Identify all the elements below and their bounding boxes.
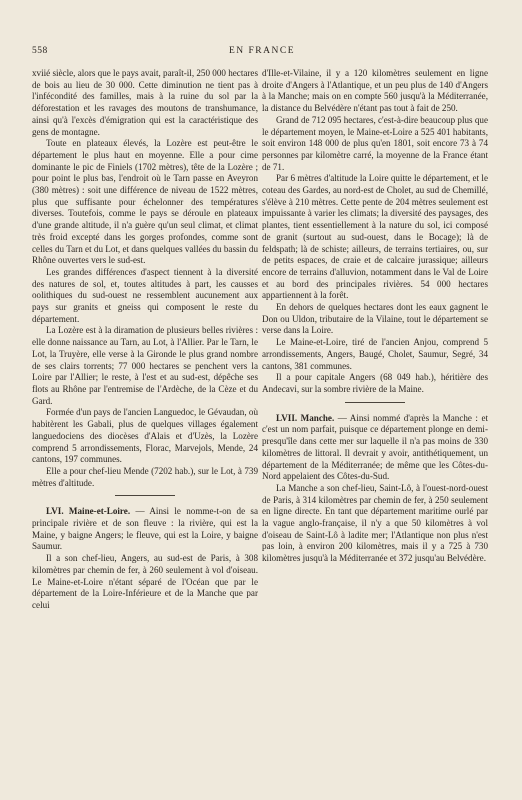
paragraph: Il a pour capitale Angers (68 049 hab.), héritière des Andecavi, sur la sombre rivière de la Maine.	[262, 372, 488, 394]
paragraph: d'Ille-et-Vilaine, il y a 120 kilomètres seulement en ligne droite d'Angers à l'Atlantique, et un peu plus de 140 d'Angers à la Manche; mais on en compte 560 jusqu'à la Méditerranée, la distance du Belvédère n'étant pas tout à fait de 250.	[262, 68, 488, 114]
paragraph: La Lozère est à la diramation de plusieurs belles rivières : elle donne naissance au Tarn, au Lot, à l'Allier. Par le Tarn, le Lot, la Truyère, elle verse à la Gironde le plus grand nombre de ses clairs torrents; 77 000 hectares se penchent vers la Loire par l'Allier; le reste, à l'est et au sud-est, dépêche ses flots au Rhône par l'entremise de l'Ardèche, de la Cèze et du Gard.	[32, 325, 258, 406]
section-divider	[345, 402, 405, 403]
section-text: — Ainsi le nomme-t-on de sa principale rivière et de son fleuve : la rivière, qui est la Maine, y baigne Angers; le fleuve, qui est la Loire, y baigne Saumur.	[32, 506, 258, 552]
page-number: 558	[32, 46, 48, 56]
paragraph: Il a son chef-lieu, Angers, au sud-est de Paris, à 308 kilomètres par chemin de fer, à 260 seulement à vol d'oiseau. Le Maine-et-Loire n'étant séparé de l'Océan que par le département de la Loire-Inférieure et de la Manche que par celui	[32, 553, 258, 610]
paragraph: Le Maine-et-Loire, tiré de l'ancien Anjou, comprend 5 arrondissements, Angers, Baugé, Cholet, Saumur, Segré, 34 cantons, 381 communes.	[262, 337, 488, 371]
section-divider	[115, 495, 175, 496]
running-title: EN FRANCE	[228, 46, 296, 56]
section-heading: LVII. Manche.	[276, 412, 335, 423]
paragraph: xviié siècle, alors que le pays avait, paraît-il, 250 000 hectares de bois au lieu de 30 000. Cette diminution ne tient pas à l'infécondité des familles, mais à la ruine du sol par la déforestation et les ravages des moutons de transhumance, ainsi qu'à l'excès d'émigration qui est la caractéristique des gens de montagne.	[32, 68, 258, 137]
paragraph: Par 6 mètres d'altitude la Loire quitte le département, et le coteau des Gardes, au nord-est de Cholet, au sud de Chemillé, s'élève à 210 mètres. Cette pente de 204 mètres seulement est impuissante à varier les climats; la diversité des paysages, des plantes, tient essentiellement à la nature du sol, ici composé de granit (surtout au sud-ouest, dans le Bocage); là de feldspath; là de schiste; ailleurs, de terrains tertiaires, ou, sur de petits espaces, de craie et de calcaire jurassique; ailleurs encore de terrains d'alluvion, notamment dans le Val de Loire et au bord des principales rivières. 54 000 hectares appartiennent à la forêt.	[262, 173, 488, 301]
section-text: — Ainsi nommé d'après la Manche : et c'est un nom parfait, puisque ce département plonge en demi-presqu'île dans cette mer sur laquelle il n'a pas moins de 330 kilomètres de littoral. Il devrait y avoir, antithétiquement, un département de la Méditerranée; de même que les Côtes-du-Nord appelaient des Côtes-du-Sud.	[262, 412, 489, 482]
right-column	[262, 68, 488, 565]
page-header	[32, 46, 492, 60]
paragraph: La Manche a son chef-lieu, Saint-Lô, à l'ouest-nord-ouest de Paris, à 314 kilomètres par chemin de fer, à 250 seulement en ligne directe. En tant que département maritime ourlé par la vague anglo-française, il n'y a que 50 kilomètres à vol d'oiseau de Saint-Lô à ladite mer; l'Atlantique non plus n'est pas loin, à environ 200 kilomètres, mais il y a 725 à 730 kilomètres jusqu'à la Méditerranée et 372 jusqu'au Belvédère.	[262, 482, 488, 564]
paragraph: Grand de 712 095 hectares, c'est-à-dire beaucoup plus que le département moyen, le Maine-et-Loire a 525 401 habitants, soit environ 148 000 de plus qu'en 1801, soit encore 73 à 74 personnes par kilomètre carré, la moyenne de la France étant de 71.	[262, 114, 488, 172]
paragraph: Elle a pour chef-lieu Mende (7202 hab.), sur le Lot, à 739 mètres d'altitude.	[32, 465, 258, 488]
section-heading: LVI. Maine-et-Loire.	[46, 506, 131, 517]
paragraph: Les grandes différences d'aspect tiennent à la diversité des natures de sol, et, toutes altitudes à part, les causses oolithiques du sud-ouest ne ressemblent aucunement aux pays sur granits et gneiss qui composent le reste du département.	[32, 266, 258, 324]
section-lvi-intro	[32, 506, 258, 553]
paragraph: Formée d'un pays de l'ancien Languedoc, le Gévaudan, où habitèrent les Gabali, plus de quelques villages également languedociens des diocèses d'Alais et d'Uzès, la Lozère comprend 5 arrondissements, Florac, Marvejols, Mende, 24 cantons, 197 communes.	[32, 407, 258, 465]
section-lvii-intro	[262, 413, 488, 483]
paragraph: Toute en plateaux élevés, la Lozère est peut-être le département le plus haut en moyenne. Elle a pour cime dominante le pic de Finiels (1702 mètres), tête de la Lozère ; pour point le plus bas, l'endroit où le Tarn passe en Aveyron (380 mètres) : soit une différence de niveau de 1522 mètres, plus que suffisante pour échelonner des températures diverses. Toutefois, comme le pays se déroule en plateaux d'une grande altitude, il n'a guère qu'un seul climat, et climat très froid excepté dans les gorges profondes, comme sont celles du Tarn et du Lot, et dans quelques vallées du bassin du Rhône ouvertes vers le sud-est.	[32, 138, 258, 266]
left-column	[32, 68, 258, 612]
paragraph: En dehors de quelques hectares dont les eaux gagnent le Don ou Uldon, tributaire de la Vilaine, tout le département se verse dans la Loire.	[262, 302, 488, 336]
